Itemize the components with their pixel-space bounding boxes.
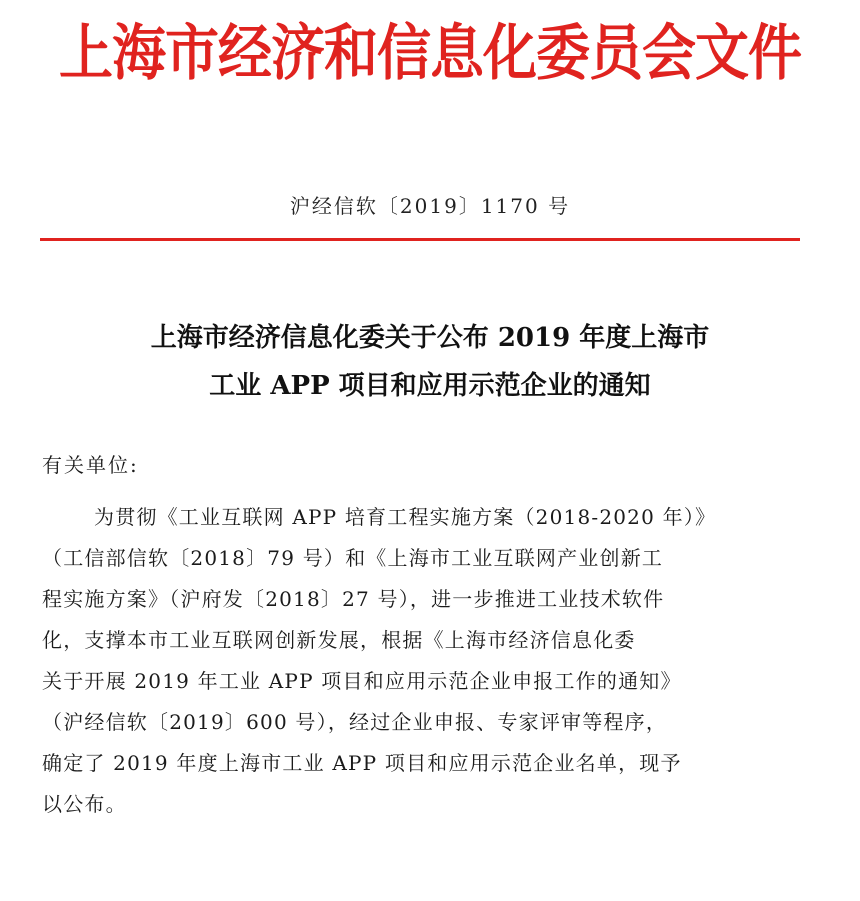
document-masthead: 上海市经济和信息化委员会文件 — [59, 17, 801, 88]
body-line: （工信部信软〔2018〕79 号）和《上海市工业互联网产业创新工 — [42, 546, 664, 570]
body-line: （沪经信软〔2019〕600 号），经过企业申报、专家评审等程序， — [42, 710, 668, 734]
body-line: 以公布。 — [42, 792, 127, 816]
body-line: 关于开展 2019 年工业 APP 项目和应用示范企业申报工作的通知》 — [42, 669, 682, 693]
body-paragraph — [42, 497, 822, 825]
document-number: 沪经信软〔2019〕1170 号 — [289, 194, 571, 218]
salutation: 有关单位: — [42, 453, 139, 477]
red-divider-rule — [40, 238, 800, 241]
title-line-2: 工业 APP 项目和应用示范企业的通知 — [209, 371, 651, 401]
body-line: 程实施方案》（沪府发〔2018〕27 号），进一步推进工业技术软件 — [42, 587, 665, 611]
body-line: 化，支撑本市工业互联网创新发展，根据《上海市经济信息化委 — [42, 628, 636, 652]
document-title — [0, 314, 860, 410]
title-line-1: 上海市经济信息化委关于公布 2019 年度上海市 — [150, 323, 710, 353]
body-line: 确定了 2019 年度上海市工业 APP 项目和应用示范企业名单，现予 — [42, 751, 682, 775]
body-line: 为贯彻《工业互联网 APP 培育工程实施方案（2018-2020 年）》 — [94, 505, 717, 529]
